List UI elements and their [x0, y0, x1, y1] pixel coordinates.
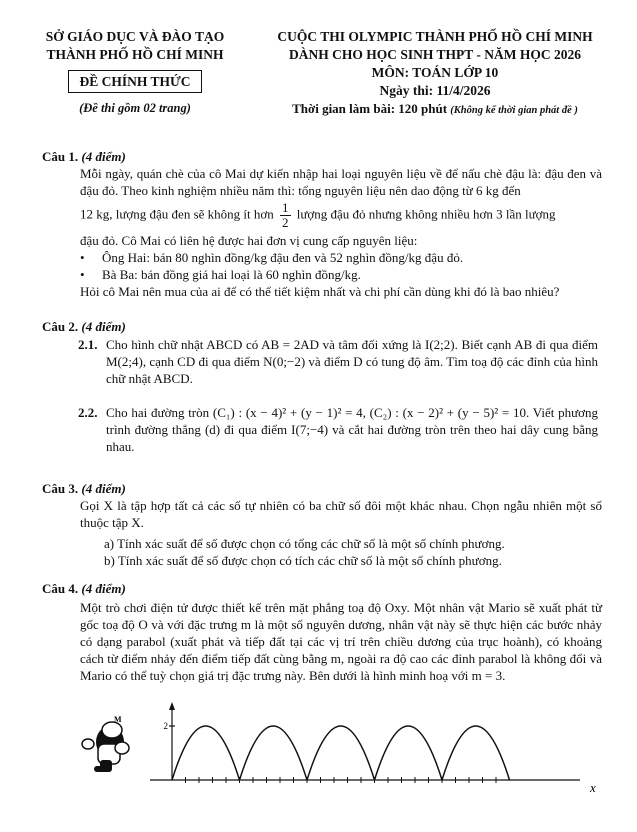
jump-arc — [375, 726, 443, 780]
question-1 — [42, 148, 602, 300]
supplier-item: • Ông Hai: bán 80 nghìn đồng/kg đậu đen và 52 nghìn đồng/kg đậu đỏ. — [102, 249, 602, 266]
fraction-numerator: 1 — [282, 200, 289, 215]
time-note: (Không kể thời gian phát đề ) — [450, 105, 578, 116]
org-line-2: THÀNH PHỐ HỒ CHÍ MINH — [46, 47, 224, 62]
jump-arc — [240, 726, 308, 780]
question-1-points: (4 điểm) — [81, 149, 126, 164]
question-4-title: Câu 4. — [42, 581, 79, 596]
subquestion-text: Cho hình chữ nhật ABCD có AB = 2AD và tâm đối xứng là I(2;2). Biết cạnh AB đi qua điểm M(2;4), cạnh CD đi qua điểm N(0;−2) và điểm D có tung độ âm. Tìm toạ độ các đỉnh của hình chữ nhật ABCD. — [106, 337, 598, 386]
q3-part-a: a) Tính xác suất để số được chọn có tổng các chữ số là một số chính phương. — [104, 536, 505, 551]
org-line-1: SỞ GIÁO DỤC VÀ ĐÀO TẠO — [45, 29, 225, 44]
q1-paragraph-1: Mỗi ngày, quán chè của cô Mai dự kiến nhập hai loại nguyên liệu về để nấu chè đậu là: đậu đen và đậu đỏ. Theo kinh nghiệm nhiều năm thì: tổng nguyên liệu nên dao động từ 6 kg đến — [80, 166, 602, 198]
question-2-1 — [78, 336, 598, 387]
q1-paragraph-2 — [42, 201, 602, 230]
jump-arc — [442, 726, 510, 780]
question-3-points: (4 điểm) — [81, 481, 126, 496]
mario-icon — [82, 715, 129, 772]
q3-intro: Gọi X là tập hợp tất cả các số tự nhiên có ba chữ số đôi một khác nhau. Chọn ngẫu nhiên một số thuộc tập X. — [80, 498, 602, 530]
question-1-heading — [42, 148, 602, 165]
pages-note: (Đề thi gồm 02 trang) — [79, 101, 191, 115]
subject: MÔN: TOÁN LỚP 10 — [371, 65, 499, 80]
question-2-2 — [78, 404, 598, 455]
jump-arc — [307, 726, 375, 780]
subquestion-number: 2.1. — [78, 337, 98, 352]
q1-paragraph-3: đậu đỏ. Cô Mai có liên hệ được hai đơn vị cung cấp nguyên liệu: — [80, 233, 418, 248]
mario-jump-figure — [80, 700, 610, 828]
subquestion-text: Cho hai đường tròn (C₁) : (x − 4)² + (y − 1)² = 4, (C₂) : (x − 2)² + (y − 5)² = 10. Viết phương trình đường thẳng (d) đi qua điểm I(7;−4) và cắt hai đường tròn trên theo hai dây cung bằng nhau. — [106, 405, 598, 454]
question-3-heading — [42, 480, 602, 497]
q1-text-after-fraction: lượng đậu đỏ nhưng không nhiều hơn 3 lần lượng — [296, 206, 556, 222]
subquestion-number: 2.2. — [78, 405, 98, 420]
supplier-list — [42, 249, 602, 283]
jump-arcs — [172, 726, 510, 780]
contest-line-1: CUỘC THI OLYMPIC THÀNH PHỐ HỒ CHÍ MINH — [277, 29, 593, 44]
contest-line-2: DÀNH CHO HỌC SINH THPT - NĂM HỌC 2026 — [288, 47, 582, 62]
fraction-denominator: 2 — [282, 215, 289, 230]
fraction-one-half — [280, 201, 291, 230]
question-4-points: (4 điểm) — [81, 581, 126, 596]
header-left — [40, 28, 230, 116]
question-4 — [42, 580, 602, 684]
q3-part-b: b) Tính xác suất để số được chọn có tích các chữ số là một số chính phương. — [104, 553, 502, 568]
question-2-points: (4 điểm) — [81, 319, 126, 334]
exam-time — [250, 100, 620, 120]
official-stamp: ĐỀ CHÍNH THỨC — [68, 70, 201, 93]
question-1-title: Câu 1. — [42, 149, 79, 164]
q4-text: Một trò chơi điện tử được thiết kế trên mặt phẳng toạ độ Oxy. Một nhân vật Mario sẽ xuất phát từ gốc toạ độ O và với đặc trưng m là một số nguyên dương, nhân vật này sẽ thực hiện các bước nhảy có dạng parabol (xuất phát và tiếp đất tại các vị trí trên chiều dương của trục hoành), có khoảng cách từ điểm nhảy đến điểm tiếp đất cùng bằng m, ngoài ra độ cao các đỉnh parabol là không đổi và Mario có thể tuỳ chọn giá trị đặc trưng này. Bên dưới là hình minh hoạ với m = 3. — [80, 600, 602, 683]
header-right — [250, 28, 620, 120]
question-3 — [42, 480, 602, 569]
jump-arc — [172, 726, 240, 780]
question-2-heading — [42, 318, 602, 335]
y-axis-arrow — [169, 702, 175, 710]
exam-date: Ngày thi: 11/4/2026 — [379, 83, 491, 98]
mario-cap-letter: M — [114, 715, 122, 724]
y-tick-label: 2 — [163, 721, 168, 731]
question-2-title: Câu 2. — [42, 319, 79, 334]
q1-text-before-fraction: 12 kg, lượng đậu đen sẽ không ít hơn — [80, 206, 274, 222]
question-4-heading — [42, 580, 602, 597]
supplier-item: • Bà Ba: bán đồng giá hai loại là 60 nghìn đồng/kg. — [102, 266, 602, 283]
question-3-title: Câu 3. — [42, 481, 79, 496]
time-limit: Thời gian làm bài: 120 phút — [292, 101, 448, 116]
q1-question: Hỏi cô Mai nên mua của ai để có thể tiết kiệm nhất và chi phí cần dùng khi đó là bao nhiêu? — [80, 284, 560, 299]
x-axis-label: x — [590, 780, 596, 795]
